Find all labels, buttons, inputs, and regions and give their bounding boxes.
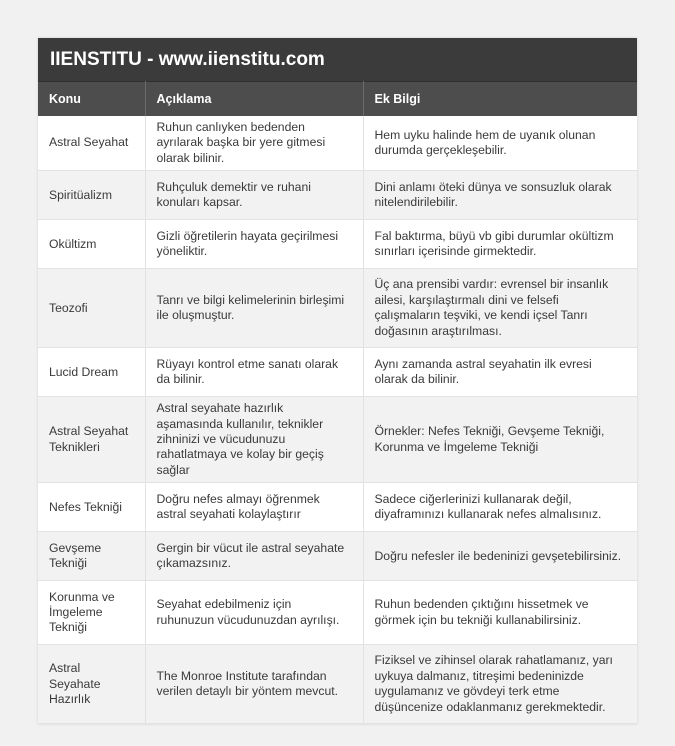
cell-ek-bilgi: Hem uyku halinde hem de uyanık olunan durumda gerçekleşebilir. bbox=[363, 116, 637, 171]
cell-ek-bilgi: Fiziksel ve zihinsel olarak rahatlamanız, yarı uykuya dalmanız, titreşimi bedeninizde uygulamanız ve gövdeyi terk etme düşüncenize odaklanmanız gerekmektedir. bbox=[363, 645, 637, 724]
cell-aciklama: Tanrı ve bilgi kelimelerinin birleşimi ile oluşmuştur. bbox=[145, 269, 363, 348]
cell-aciklama: The Monroe Institute tarafından verilen detaylı bir yöntem mevcut. bbox=[145, 645, 363, 724]
cell-aciklama: Gizli öğretilerin hayata geçirilmesi yöneliktir. bbox=[145, 220, 363, 269]
cell-konu: Astral Seyahat Teknikleri bbox=[38, 397, 145, 483]
cell-ek-bilgi: Aynı zamanda astral seyahatin ilk evresi olarak da bilinir. bbox=[363, 348, 637, 397]
cell-konu: Spiritüalizm bbox=[38, 171, 145, 220]
cell-ek-bilgi: Üç ana prensibi vardır: evrensel bir insanlık ailesi, karşılaştırmalı dini ve felsefi çalışmaların teşviki, ve kendi içsel Tanrı doğasının araştırılması. bbox=[363, 269, 637, 348]
cell-ek-bilgi: Sadece ciğerlerinizi kullanarak değil, diyaframınızı kullanarak nefes almalısınız. bbox=[363, 483, 637, 532]
column-header-konu: Konu bbox=[38, 82, 145, 117]
cell-aciklama: Ruhçuluk demektir ve ruhani konuları kapsar. bbox=[145, 171, 363, 220]
cell-ek-bilgi: Ruhun bedenden çıktığını hissetmek ve görmek için bu tekniği kullanabilirsiniz. bbox=[363, 581, 637, 645]
table-row bbox=[38, 581, 637, 645]
cell-aciklama: Gergin bir vücut ile astral seyahate çıkamazsınız. bbox=[145, 532, 363, 581]
cell-konu: Teozofi bbox=[38, 269, 145, 348]
table-row bbox=[38, 348, 637, 397]
table-row bbox=[38, 397, 637, 483]
cell-ek-bilgi: Doğru nefesler ile bedeninizi gevşetebilirsiniz. bbox=[363, 532, 637, 581]
table-row bbox=[38, 269, 637, 348]
table-row bbox=[38, 483, 637, 532]
column-header-aciklama: Açıklama bbox=[145, 82, 363, 117]
table-row bbox=[38, 220, 637, 269]
content-card bbox=[38, 38, 637, 724]
table-row bbox=[38, 171, 637, 220]
cell-aciklama: Seyahat edebilmeniz için ruhunuzun vücudunuzdan ayrılışı. bbox=[145, 581, 363, 645]
cell-konu: Nefes Tekniği bbox=[38, 483, 145, 532]
table-row bbox=[38, 532, 637, 581]
cell-konu: Korunma ve İmgeleme Tekniği bbox=[38, 581, 145, 645]
cell-ek-bilgi: Örnekler: Nefes Tekniği, Gevşeme Tekniği, Korunma ve İmgeleme Tekniği bbox=[363, 397, 637, 483]
column-header-ek-bilgi: Ek Bilgi bbox=[363, 82, 637, 117]
cell-konu: Astral Seyahate Hazırlık bbox=[38, 645, 145, 724]
table-row bbox=[38, 645, 637, 724]
cell-aciklama: Ruhun canlıyken bedenden ayrılarak başka bir yere gitmesi olarak bilinir. bbox=[145, 116, 363, 171]
info-table bbox=[38, 81, 637, 724]
cell-aciklama: Astral seyahate hazırlık aşamasında kullanılır, teknikler zihninizi ve vücudunuzu rahatlatmaya ve kolay bir geçiş sağlar bbox=[145, 397, 363, 483]
page-title: IIENSTITU - www.iienstitu.com bbox=[38, 38, 637, 81]
table-header-row bbox=[38, 82, 637, 117]
cell-ek-bilgi: Dini anlamı öteki dünya ve sonsuzluk olarak nitelendirilebilir. bbox=[363, 171, 637, 220]
table-row bbox=[38, 116, 637, 171]
cell-aciklama: Rüyayı kontrol etme sanatı olarak da bilinir. bbox=[145, 348, 363, 397]
cell-konu: Gevşeme Tekniği bbox=[38, 532, 145, 581]
cell-ek-bilgi: Fal baktırma, büyü vb gibi durumlar okültizm sınırları içerisinde girmektedir. bbox=[363, 220, 637, 269]
cell-konu: Lucid Dream bbox=[38, 348, 145, 397]
cell-konu: Astral Seyahat bbox=[38, 116, 145, 171]
cell-konu: Okültizm bbox=[38, 220, 145, 269]
cell-aciklama: Doğru nefes almayı öğrenmek astral seyahati kolaylaştırır bbox=[145, 483, 363, 532]
